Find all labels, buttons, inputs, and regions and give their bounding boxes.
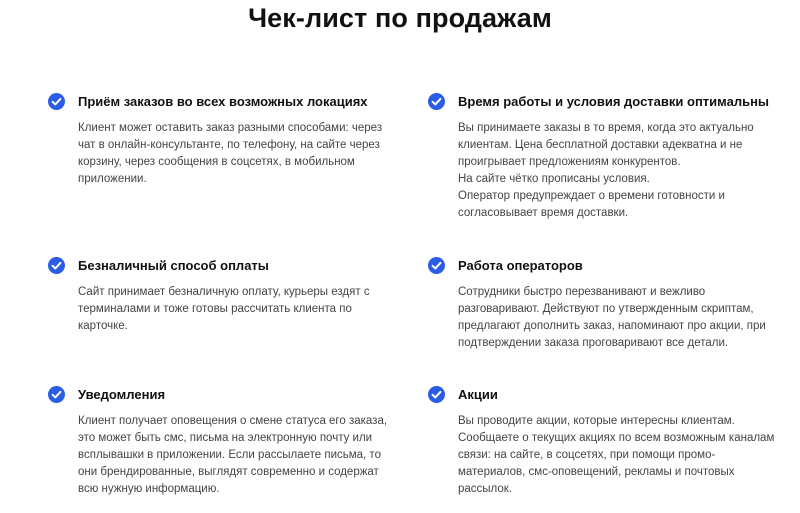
check-circle-icon	[48, 93, 65, 110]
item-description	[78, 120, 398, 188]
check-circle-icon	[48, 386, 65, 403]
item-description-line: Вы принимаете заказы в то время, когда это актуально клиентам. Цена бесплатной доставки адекватна и не проигрывает предложениям конкурентов.	[458, 122, 754, 168]
check-circle-icon	[48, 257, 65, 274]
item-title: Время работы и условия доставки оптимальны	[458, 94, 770, 109]
check-circle-icon	[428, 93, 445, 110]
item-description-line: Вы проводите акции, которые интересны клиентам. Сообщаете о текущих акциях по всем возможным каналам связи: на сайте, в соцсетях, при помощи промо-материалов, смс-оповещений, рекламы и почтовых рассылок.	[458, 415, 775, 495]
item-description	[458, 120, 778, 222]
page-title: Чек-лист по продажам	[248, 3, 552, 33]
item-title: Безналичный способ оплаты	[78, 258, 269, 273]
item-description	[458, 284, 778, 352]
item-description-line: Клиент получает оповещения о смене статуса его заказа, это может быть смс, письма на электронную почту или всплывашки в приложении. Если рассылаете письма, то они брендированные, выглядят современно и содержат всю нужную информацию.	[78, 415, 388, 495]
item-description	[78, 284, 398, 335]
item-description-line: На сайте чётко прописаны условия.	[458, 173, 650, 185]
check-circle-icon	[428, 257, 445, 274]
item-description	[458, 413, 778, 498]
check-circle-icon	[428, 386, 445, 403]
item-description-line: Оператор предупреждает о времени готовности и согласовывает время доставки.	[458, 190, 725, 219]
item-description	[78, 413, 398, 498]
item-title: Приём заказов во всех возможных локациях	[78, 94, 368, 109]
item-title: Работа операторов	[458, 258, 583, 273]
item-title: Акции	[458, 387, 498, 402]
item-description-line: Сотрудники быстро перезванивают и вежливо разговаривают. Действуют по утвержденным скриптам, предлагают дополнить заказ, напоминают про акции, при подтверждении заказа проговаривают все детали.	[458, 286, 766, 349]
item-description-line: Клиент может оставить заказ разными способами: через чат в онлайн-консультанте, по телефону, на сайте через корзину, через сообщения в соцсетях, в мобильном приложении.	[78, 122, 383, 185]
item-description-line: Сайт принимает безналичную оплату, курьеры ездят с терминалами и тоже готовы рассчитать клиента по карточке.	[78, 286, 370, 332]
item-title: Уведомления	[78, 387, 166, 402]
